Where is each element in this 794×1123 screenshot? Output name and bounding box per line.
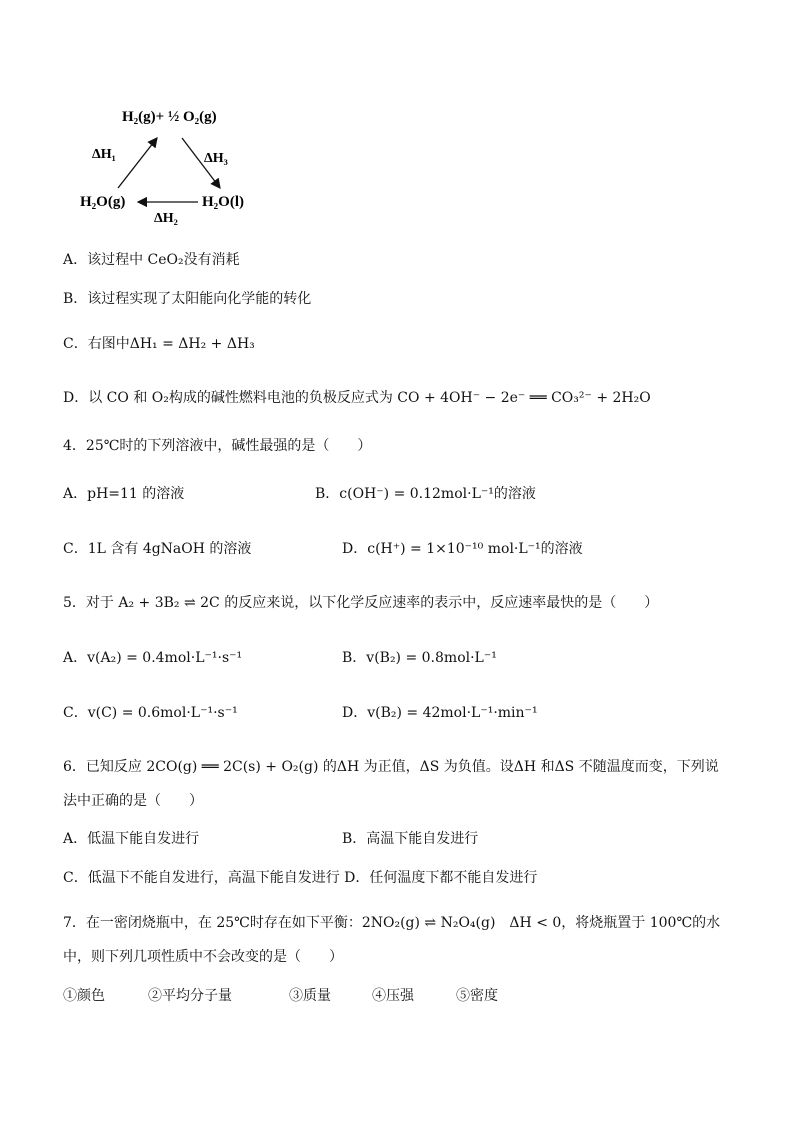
q7-item: ⑤密度 <box>456 988 498 1004</box>
q5-option-d: D．v(B₂) = 42mol·L⁻¹·min⁻¹ <box>342 705 538 721</box>
q6-option-a: A．低温下能自发进行 <box>63 831 200 847</box>
q7-stem-line2: 中，则下列几项性质中不会改变的是（ ） <box>63 949 343 965</box>
q4-option-d: D．c(H⁺) = 1×10⁻¹⁰ mol·L⁻¹的溶液 <box>342 541 583 557</box>
q3-option-c: C．右图中ΔH₁ = ΔH₂ + ΔH₃ <box>63 336 255 352</box>
q3-option-a: A．该过程中 CeO₂没有消耗 <box>63 252 240 268</box>
q7-item: ②平均分子量 <box>148 988 232 1004</box>
q7-item: ③质量 <box>289 988 331 1004</box>
q5-stem: 5．对于 A₂ + 3B₂ ⇌ 2C 的反应来说，以下化学反应速率的表示中，反应速率最快的是（ ） <box>63 595 659 611</box>
diagram-top-label: H₂(g)+ ½ O₂(g) <box>122 109 217 125</box>
q7-item: ④压强 <box>372 988 414 1004</box>
diagram-right-label: H₂O(l) <box>202 194 244 210</box>
q4-stem: 4．25℃时的下列溶液中，碱性最强的是（ ） <box>63 438 372 454</box>
q6-stem-line1: 6．已知反应 2CO(g) ══ 2C(s) + O₂(g) 的ΔH 为正值，ΔS 为负值。设ΔH 和ΔS 不随温度而变，下列说 <box>63 759 719 775</box>
q7-stem-line1: 7．在一密闭烧瓶中，在 25℃时存在如下平衡：2NO₂(g) ⇌ N₂O₄(g) ΔH < 0，将烧瓶置于 100℃的水 <box>63 915 721 931</box>
q3-option-d: D．以 CO 和 O₂构成的碱性燃料电池的负极反应式为 CO + 4OH⁻ − 2e⁻ ══ CO₃²⁻ + 2H₂O <box>63 390 651 406</box>
dh3-label: ΔH₃ <box>204 151 228 166</box>
q5-option-c: C．v(C) = 0.6mol·L⁻¹·s⁻¹ <box>63 705 238 721</box>
q3-option-b: B．该过程实现了太阳能向化学能的转化 <box>63 291 312 307</box>
q5-option-a: A．v(A₂) = 0.4mol·L⁻¹·s⁻¹ <box>63 650 243 666</box>
q4-option-a: A．pH=11 的溶液 <box>63 486 185 502</box>
dh1-label: ΔH₁ <box>92 147 116 162</box>
q4-option-c: C．1L 含有 4gNaOH 的溶液 <box>63 541 252 557</box>
q6-option-b: B．高温下能自发进行 <box>342 831 479 847</box>
q4-option-b: B．c(OH⁻) = 0.12mol·L⁻¹的溶液 <box>315 486 536 502</box>
q5-option-b: B．v(B₂) = 0.8mol·L⁻¹ <box>342 650 497 666</box>
diagram-left-label: H₂O(g) <box>80 194 126 210</box>
q6-stem-line2: 法中正确的是（ ） <box>63 793 203 809</box>
q7-item: ①颜色 <box>63 988 105 1004</box>
arrow-dh1 <box>118 138 157 188</box>
q6-option-cd: C．低温下不能自发进行，高温下能自发进行 D．任何温度下都不能自发进行 <box>63 870 538 886</box>
dh2-label: ΔH₂ <box>154 211 178 226</box>
enthalpy-cycle-diagram <box>70 96 270 236</box>
